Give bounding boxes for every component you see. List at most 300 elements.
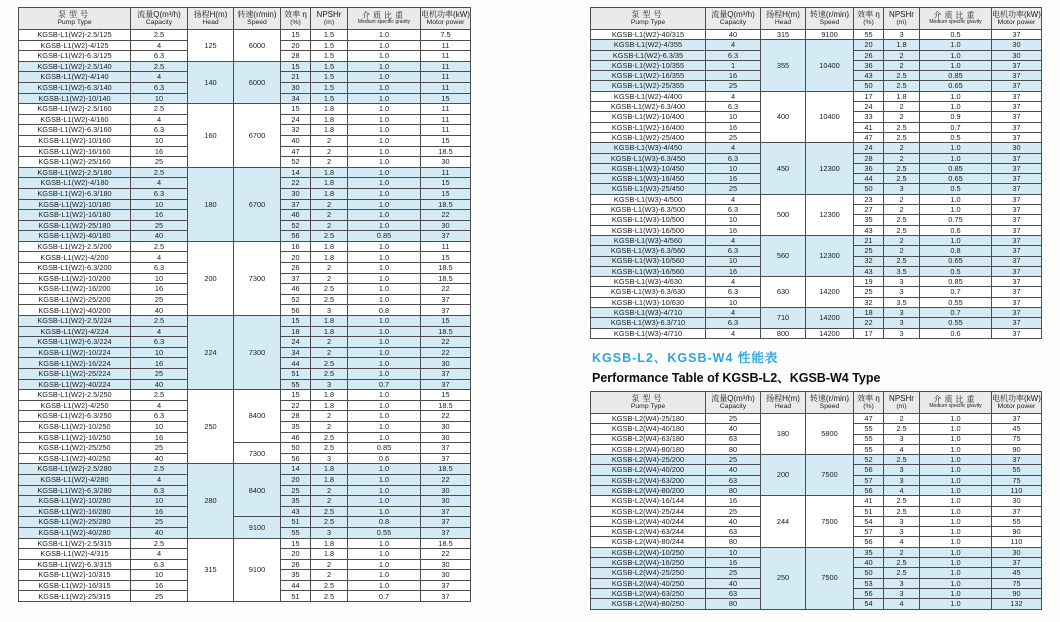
cell-pump-type: KGSB-L1(W2)-16/200 (19, 284, 131, 295)
cell-capacity: 40 (131, 453, 188, 464)
cell-speed: 12300 (806, 143, 854, 194)
cell-motor-power: 37 (992, 205, 1042, 215)
cell-efficiency: 15 (281, 316, 311, 327)
cell-capacity: 40 (131, 305, 188, 316)
cell-npshr: 1.8 (311, 188, 348, 199)
cell-motor-power: 30 (421, 358, 471, 369)
cell-capacity: 4 (706, 194, 761, 204)
table-row (591, 455, 1042, 465)
cell-motor-power: 22 (421, 337, 471, 348)
performance-table-l1-left (18, 7, 471, 602)
cell-motor-power: 37 (992, 287, 1042, 297)
cell-capacity: 4 (706, 235, 761, 245)
cell-pump-type: KGSB-L1(W2)-40/224 (19, 379, 131, 390)
cell-motor-power: 11 (421, 40, 471, 51)
cell-specific-gravity: 1.0 (348, 390, 421, 401)
cell-specific-gravity: 1.0 (348, 411, 421, 422)
column-header: 转速(r/min) Speed (806, 8, 854, 30)
cell-npshr: 1.8 (311, 549, 348, 560)
cell-capacity: 6.3 (131, 125, 188, 136)
table-row (19, 390, 471, 401)
cell-motor-power: 37 (421, 369, 471, 380)
performance-table-l1-right (590, 7, 1042, 339)
cell-capacity: 16 (131, 432, 188, 443)
cell-npshr: 4 (884, 485, 920, 495)
cell-npshr: 1.8 (311, 400, 348, 411)
cell-npshr: 2 (884, 235, 920, 245)
cell-motor-power: 30 (421, 432, 471, 443)
cell-npshr: 3 (884, 287, 920, 297)
cell-capacity: 25 (706, 184, 761, 194)
cell-pump-type: KGSB-L2(W4)-40/244 (591, 516, 706, 526)
cell-npshr: 3 (884, 277, 920, 287)
table-row (19, 517, 471, 528)
cell-motor-power: 37 (992, 153, 1042, 163)
cell-specific-gravity: 1.0 (348, 252, 421, 263)
cell-npshr: 2 (884, 102, 920, 112)
table-row (19, 464, 471, 475)
cell-efficiency: 32 (281, 125, 311, 136)
cell-capacity: 10 (706, 112, 761, 122)
cell-pump-type: KGSB-L1(W2)-40/180 (19, 231, 131, 242)
cell-specific-gravity: 1.0 (920, 496, 992, 506)
cell-npshr: 1.8 (311, 178, 348, 189)
cell-speed: 6700 (234, 104, 281, 168)
cell-motor-power: 30 (421, 220, 471, 231)
cell-efficiency: 52 (281, 294, 311, 305)
cell-specific-gravity: 1.0 (348, 538, 421, 549)
cell-capacity: 25 (131, 220, 188, 231)
cell-npshr: 2 (311, 157, 348, 168)
cell-specific-gravity: 1.0 (348, 220, 421, 231)
cell-speed: 9100 (806, 30, 854, 40)
cell-capacity: 10 (706, 547, 761, 557)
table-row (19, 104, 471, 115)
cell-pump-type: KGSB-L1(W2)-6.3/224 (19, 337, 131, 348)
cell-motor-power: 15 (421, 178, 471, 189)
cell-capacity: 40 (706, 424, 761, 434)
cell-capacity: 10 (706, 297, 761, 307)
cell-efficiency: 43 (854, 71, 884, 81)
cell-npshr: 2 (884, 60, 920, 70)
cell-efficiency: 51 (281, 517, 311, 528)
cell-specific-gravity: 0.65 (920, 174, 992, 184)
cell-pump-type: KGSB-L1(W2)-16/160 (19, 146, 131, 157)
cell-efficiency: 25 (854, 287, 884, 297)
cell-specific-gravity: 1.0 (920, 50, 992, 60)
cell-npshr: 2 (311, 210, 348, 221)
cell-motor-power: 30 (421, 559, 471, 570)
cell-specific-gravity: 1.0 (920, 413, 992, 423)
cell-pump-type: KGSB-L1(W2)-2.5/224 (19, 316, 131, 327)
cell-capacity: 1 (706, 60, 761, 70)
cell-pump-type: KGSB-L1(W2)-40/200 (19, 305, 131, 316)
cell-motor-power: 37 (421, 379, 471, 390)
cell-capacity: 10 (131, 273, 188, 284)
cell-specific-gravity: 1.0 (920, 516, 992, 526)
cell-efficiency: 43 (281, 506, 311, 517)
column-header: 介质比重 Medium specific gravity (348, 8, 421, 30)
cell-motor-power: 30 (992, 50, 1042, 60)
cell-capacity: 4 (706, 328, 761, 338)
right-column (590, 7, 1042, 610)
cell-npshr: 1.5 (311, 61, 348, 72)
cell-efficiency: 36 (854, 60, 884, 70)
cell-capacity: 25 (131, 157, 188, 168)
cell-motor-power: 18.5 (421, 263, 471, 274)
cell-efficiency: 24 (854, 102, 884, 112)
cell-specific-gravity: 1.0 (920, 465, 992, 475)
cell-head: 140 (188, 61, 234, 103)
cell-pump-type: KGSB-L1(W2)-4/224 (19, 326, 131, 337)
cell-capacity: 4 (131, 474, 188, 485)
cell-specific-gravity: 1.0 (920, 102, 992, 112)
cell-speed: 7500 (806, 496, 854, 547)
cell-efficiency: 19 (854, 277, 884, 287)
cell-head: 224 (188, 316, 234, 390)
cell-pump-type: KGSB-L2(W4)-25/180 (591, 413, 706, 423)
cell-efficiency: 36 (854, 163, 884, 173)
cell-capacity: 16 (706, 225, 761, 235)
cell-capacity: 25 (706, 455, 761, 465)
cell-pump-type: KGSB-L1(W2)-2.5/250 (19, 390, 131, 401)
cell-efficiency: 57 (854, 527, 884, 537)
cell-npshr: 1.5 (311, 40, 348, 51)
cell-motor-power: 15 (421, 135, 471, 146)
cell-pump-type: KGSB-L1(W2)-2.5/200 (19, 241, 131, 252)
cell-pump-type: KGSB-L1(W2)-2.5/315 (19, 538, 131, 549)
cell-pump-type: KGSB-L1(W3)-4/710 (591, 308, 706, 318)
cell-efficiency: 54 (854, 516, 884, 526)
cell-speed: 12300 (806, 235, 854, 276)
cell-efficiency: 40 (281, 135, 311, 146)
table-row (19, 538, 471, 549)
cell-motor-power: 37 (992, 163, 1042, 173)
cell-capacity: 40 (131, 379, 188, 390)
cell-capacity: 10 (131, 199, 188, 210)
cell-efficiency: 50 (281, 443, 311, 454)
cell-npshr: 2 (311, 421, 348, 432)
cell-pump-type: KGSB-L2(W4)-25/200 (591, 455, 706, 465)
cell-pump-type: KGSB-L1(W3)-16/500 (591, 225, 706, 235)
cell-capacity: 6.3 (131, 559, 188, 570)
cell-motor-power: 37 (992, 235, 1042, 245)
cell-npshr: 2.5 (311, 358, 348, 369)
cell-efficiency: 55 (281, 527, 311, 538)
cell-motor-power: 110 (992, 485, 1042, 495)
cell-motor-power: 37 (992, 506, 1042, 516)
cell-npshr: 3 (311, 305, 348, 316)
cell-pump-type: KGSB-L1(W2)-10/160 (19, 135, 131, 146)
cell-pump-type: KGSB-L2(W4)-16/250 (591, 558, 706, 568)
cell-efficiency: 53 (854, 578, 884, 588)
cell-specific-gravity: 0.55 (348, 527, 421, 538)
cell-capacity: 4 (131, 400, 188, 411)
cell-npshr: 1.8 (311, 464, 348, 475)
cell-motor-power: 37 (421, 506, 471, 517)
cell-pump-type: KGSB-L1(W2)-16/400 (591, 122, 706, 132)
cell-efficiency: 32 (854, 256, 884, 266)
cell-specific-gravity: 1.0 (920, 547, 992, 557)
cell-head: 800 (761, 328, 806, 338)
cell-speed: 7300 (234, 316, 281, 390)
cell-capacity: 6.3 (131, 263, 188, 274)
cell-efficiency: 41 (854, 496, 884, 506)
cell-capacity: 6.3 (706, 153, 761, 163)
cell-efficiency: 28 (281, 411, 311, 422)
cell-motor-power: 55 (992, 516, 1042, 526)
cell-motor-power: 75 (992, 475, 1042, 485)
cell-efficiency: 20 (281, 40, 311, 51)
column-header: 流量Q(m³/h) Capacity (706, 8, 761, 30)
cell-pump-type: KGSB-L2(W4)-63/180 (591, 434, 706, 444)
cell-specific-gravity: 1.0 (920, 60, 992, 70)
cell-specific-gravity: 1.0 (348, 369, 421, 380)
cell-specific-gravity: 1.0 (348, 316, 421, 327)
cell-npshr: 2.5 (311, 591, 348, 602)
cell-npshr: 2.5 (311, 580, 348, 591)
cell-efficiency: 24 (281, 114, 311, 125)
cell-efficiency: 56 (854, 537, 884, 547)
cell-motor-power: 18.5 (421, 326, 471, 337)
cell-npshr: 2.5 (311, 231, 348, 242)
cell-efficiency: 28 (854, 153, 884, 163)
cell-efficiency: 50 (854, 81, 884, 91)
cell-motor-power: 22 (421, 474, 471, 485)
cell-motor-power: 37 (992, 256, 1042, 266)
cell-motor-power: 37 (992, 455, 1042, 465)
cell-npshr: 4 (884, 599, 920, 609)
cell-motor-power: 37 (992, 132, 1042, 142)
cell-efficiency: 37 (281, 199, 311, 210)
cell-efficiency: 21 (281, 72, 311, 83)
cell-head: 200 (761, 455, 806, 496)
cell-motor-power: 37 (992, 246, 1042, 256)
cell-pump-type: KGSB-L2(W4)-40/180 (591, 424, 706, 434)
cell-motor-power: 18.5 (421, 464, 471, 475)
cell-efficiency: 15 (281, 104, 311, 115)
cell-efficiency: 57 (854, 475, 884, 485)
cell-capacity: 16 (131, 210, 188, 221)
cell-specific-gravity: 1.0 (920, 485, 992, 495)
cell-specific-gravity: 1.0 (348, 263, 421, 274)
cell-head: 315 (188, 538, 234, 602)
cell-pump-type: KGSB-L1(W2)-6.3/180 (19, 188, 131, 199)
cell-pump-type: KGSB-L1(W2)-25/400 (591, 132, 706, 142)
cell-pump-type: KGSB-L1(W2)-10/250 (19, 421, 131, 432)
cell-npshr: 1.5 (311, 72, 348, 83)
cell-head: 180 (761, 413, 806, 454)
cell-pump-type: KGSB-L1(W2)-16/224 (19, 358, 131, 369)
cell-pump-type: KGSB-L1(W2)-4/280 (19, 474, 131, 485)
cell-motor-power: 11 (421, 125, 471, 136)
cell-motor-power: 75 (992, 578, 1042, 588)
cell-speed: 8400 (234, 464, 281, 517)
cell-npshr: 2.5 (311, 369, 348, 380)
cell-specific-gravity: 0.85 (920, 71, 992, 81)
cell-npshr: 3 (311, 453, 348, 464)
cell-specific-gravity: 1.0 (348, 146, 421, 157)
table-row (19, 167, 471, 178)
cell-motor-power: 37 (992, 413, 1042, 423)
cell-pump-type: KGSB-L2(W4)-63/244 (591, 527, 706, 537)
cell-npshr: 2 (884, 153, 920, 163)
cell-motor-power: 75 (992, 434, 1042, 444)
cell-npshr: 2 (311, 347, 348, 358)
cell-efficiency: 18 (281, 326, 311, 337)
cell-npshr: 2.5 (311, 432, 348, 443)
cell-motor-power: 37 (421, 294, 471, 305)
cell-specific-gravity: 1.0 (348, 135, 421, 146)
cell-specific-gravity: 0.7 (920, 122, 992, 132)
cell-efficiency: 51 (281, 591, 311, 602)
cell-capacity: 6.3 (131, 337, 188, 348)
cell-npshr: 2.5 (884, 215, 920, 225)
cell-efficiency: 17 (854, 91, 884, 101)
cell-motor-power: 7.5 (421, 30, 471, 41)
cell-capacity: 40 (131, 231, 188, 242)
cell-npshr: 2.5 (884, 568, 920, 578)
cell-npshr: 2.5 (884, 225, 920, 235)
cell-capacity: 2.5 (131, 316, 188, 327)
cell-head: 160 (188, 104, 234, 168)
cell-efficiency: 34 (281, 93, 311, 104)
cell-motor-power: 37 (992, 297, 1042, 307)
cell-motor-power: 37 (421, 305, 471, 316)
cell-efficiency: 33 (854, 112, 884, 122)
cell-motor-power: 37 (992, 558, 1042, 568)
cell-capacity: 6.3 (706, 50, 761, 60)
table-row (591, 328, 1042, 338)
cell-capacity: 2.5 (131, 241, 188, 252)
cell-npshr: 2.5 (311, 443, 348, 454)
cell-pump-type: KGSB-L2(W4)-10/250 (591, 547, 706, 557)
cell-npshr: 1.5 (311, 30, 348, 41)
cell-npshr: 1.5 (311, 93, 348, 104)
cell-specific-gravity: 1.0 (348, 506, 421, 517)
cell-motor-power: 37 (421, 580, 471, 591)
cell-capacity: 16 (706, 266, 761, 276)
cell-pump-type: KGSB-L1(W2)-4/250 (19, 400, 131, 411)
cell-npshr: 3 (884, 588, 920, 598)
cell-pump-type: KGSB-L1(W2)-10/280 (19, 496, 131, 507)
cell-pump-type: KGSB-L1(W3)-6.3/450 (591, 153, 706, 163)
cell-pump-type: KGSB-L2(W4)-16/144 (591, 496, 706, 506)
cell-specific-gravity: 0.7 (348, 379, 421, 390)
cell-motor-power: 30 (992, 40, 1042, 50)
cell-efficiency: 35 (281, 570, 311, 581)
cell-motor-power: 18.5 (421, 400, 471, 411)
cell-capacity: 25 (131, 517, 188, 528)
cell-pump-type: KGSB-L1(W2)-4/315 (19, 549, 131, 560)
cell-efficiency: 37 (281, 273, 311, 284)
cell-npshr: 3 (884, 516, 920, 526)
cell-npshr: 1.8 (884, 40, 920, 50)
cell-capacity: 63 (706, 434, 761, 444)
cell-efficiency: 22 (281, 400, 311, 411)
cell-motor-power: 15 (421, 188, 471, 199)
cell-capacity: 2.5 (131, 538, 188, 549)
cell-pump-type: KGSB-L1(W3)-4/450 (591, 143, 706, 153)
cell-pump-type: KGSB-L1(W2)-4/400 (591, 91, 706, 101)
table-row (591, 277, 1042, 287)
cell-motor-power: 37 (421, 453, 471, 464)
cell-pump-type: KGSB-L1(W3)-10/500 (591, 215, 706, 225)
cell-npshr: 3 (884, 318, 920, 328)
cell-capacity: 80 (706, 599, 761, 609)
cell-pump-type: KGSB-L1(W3)-6.3/710 (591, 318, 706, 328)
cell-capacity: 40 (131, 527, 188, 538)
cell-motor-power: 30 (421, 485, 471, 496)
cell-pump-type: KGSB-L1(W3)-6.3/500 (591, 205, 706, 215)
header-row (19, 8, 471, 30)
cell-capacity: 16 (131, 146, 188, 157)
cell-speed: 14200 (806, 328, 854, 338)
cell-capacity: 10 (131, 135, 188, 146)
cell-specific-gravity: 1.0 (348, 464, 421, 475)
cell-npshr: 2.5 (884, 132, 920, 142)
cell-motor-power: 37 (992, 174, 1042, 184)
cell-npshr: 3 (884, 465, 920, 475)
header-row (591, 391, 1042, 413)
cell-pump-type: KGSB-L1(W2)-2.5/140 (19, 61, 131, 72)
cell-efficiency: 24 (281, 337, 311, 348)
cell-motor-power: 37 (992, 277, 1042, 287)
cell-capacity: 4 (131, 114, 188, 125)
cell-motor-power: 30 (421, 570, 471, 581)
cell-specific-gravity: 1.0 (348, 157, 421, 168)
column-header: 效率 η (%) (854, 391, 884, 413)
column-header: 电机功率(kW) Motor power (992, 391, 1042, 413)
cell-npshr: 4 (884, 444, 920, 454)
cell-motor-power: 37 (992, 60, 1042, 70)
cell-motor-power: 37 (992, 266, 1042, 276)
cell-motor-power: 37 (992, 215, 1042, 225)
cell-head: 400 (761, 91, 806, 142)
cell-specific-gravity: 1.0 (920, 558, 992, 568)
table-row (591, 496, 1042, 506)
cell-pump-type: KGSB-L1(W3)-10/560 (591, 256, 706, 266)
cell-pump-type: KGSB-L1(W2)-6.3/400 (591, 102, 706, 112)
cell-speed: 14200 (806, 277, 854, 308)
table-row (591, 413, 1042, 423)
cell-specific-gravity: 0.6 (920, 225, 992, 235)
cell-pump-type: KGSB-L2(W4)-25/244 (591, 506, 706, 516)
cell-npshr: 2.5 (884, 496, 920, 506)
cell-speed: 7300 (234, 241, 281, 315)
cell-efficiency: 14 (281, 464, 311, 475)
cell-npshr: 4 (884, 537, 920, 547)
table-row (19, 61, 471, 72)
cell-npshr: 3 (884, 475, 920, 485)
cell-capacity: 2.5 (131, 167, 188, 178)
cell-efficiency: 20 (281, 549, 311, 560)
cell-specific-gravity: 1.0 (348, 210, 421, 221)
section2-title (592, 348, 1042, 386)
cell-head: 710 (761, 308, 806, 329)
cell-capacity: 16 (706, 122, 761, 132)
cell-specific-gravity: 1.0 (348, 273, 421, 284)
cell-speed: 6000 (234, 61, 281, 103)
table-row (591, 308, 1042, 318)
cell-capacity: 4 (706, 277, 761, 287)
cell-speed: 7300 (234, 443, 281, 464)
cell-specific-gravity: 1.0 (920, 455, 992, 465)
cell-pump-type: KGSB-L1(W3)-6.3/560 (591, 246, 706, 256)
cell-capacity: 40 (706, 30, 761, 40)
cell-specific-gravity: 0.8 (920, 246, 992, 256)
cell-specific-gravity: 0.9 (920, 112, 992, 122)
